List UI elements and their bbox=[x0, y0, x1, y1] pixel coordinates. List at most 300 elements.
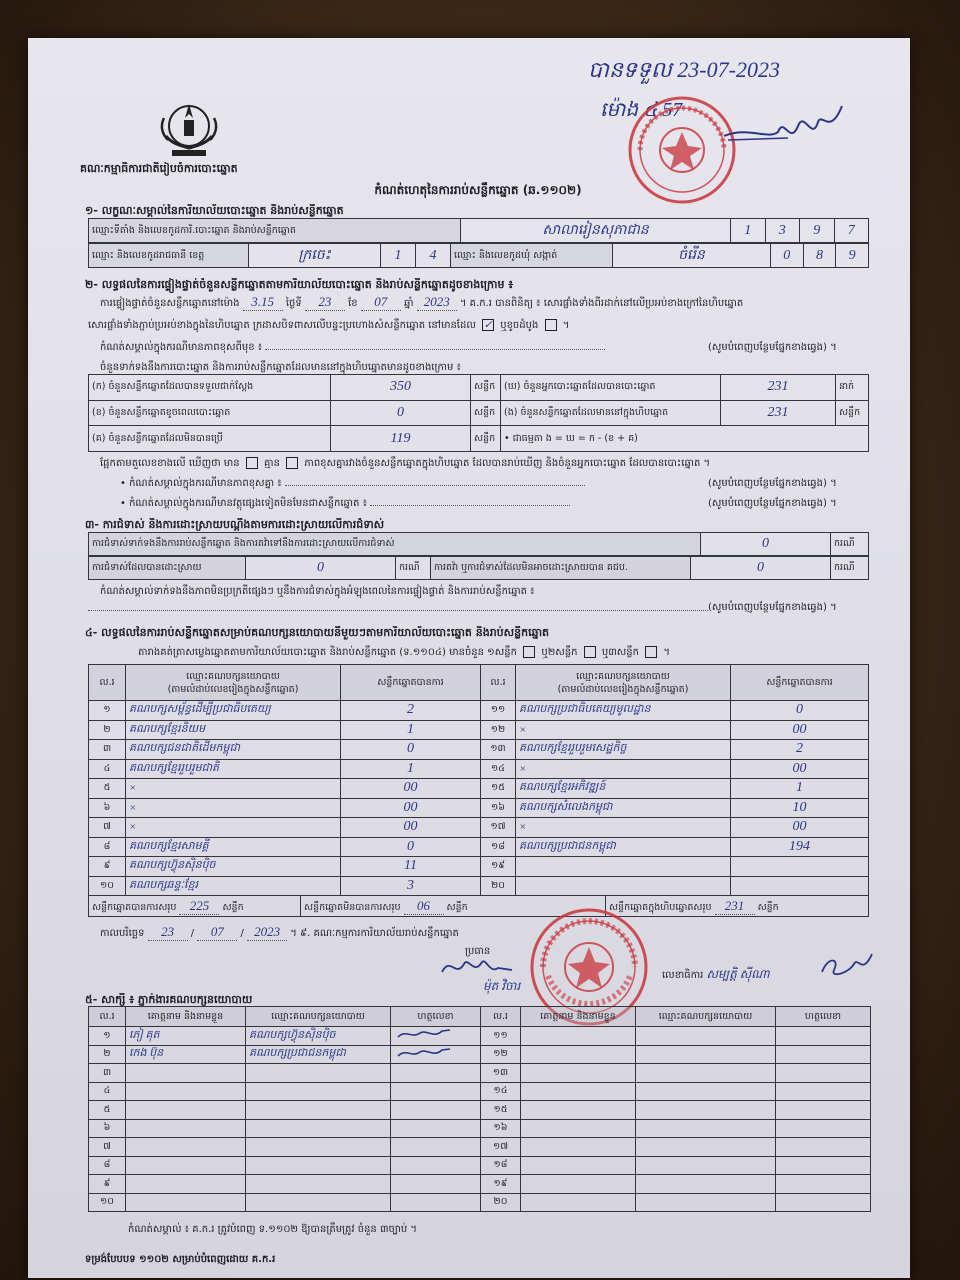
province-label: ឈ្មោះ និងលេខកូដរាជធានី ខេត្ត bbox=[89, 244, 249, 268]
valid-votes: 00 bbox=[731, 720, 869, 740]
station-label: ឈ្មោះទីតាំង និងលេខកូដការិ.បោះឆ្នោត និងរាប់សន្លឹកឆ្នោត bbox=[89, 219, 461, 243]
counting-committee-label: ៩. គណៈកម្មការការិយាល័យរាប់សន្លឹកឆ្នោត bbox=[300, 928, 459, 939]
row-number: ១ bbox=[89, 1027, 126, 1046]
witness-name bbox=[521, 1064, 636, 1083]
total-invalid-label: សន្លឹកឆ្នោតមិនបានការសរុប bbox=[304, 901, 401, 913]
witness-signature bbox=[391, 1175, 481, 1194]
valid-votes: 3 bbox=[341, 876, 481, 896]
col-party-subtitle: (តាមលំដាប់លេខរៀងក្នុងសន្លឹកឆ្នោត) bbox=[557, 683, 689, 695]
party-name: គណបក្សជនជាតិដើមកម្ពុជា bbox=[126, 740, 341, 760]
valid-votes: 11 bbox=[341, 857, 481, 877]
unit-label: សន្លឹក bbox=[471, 426, 501, 452]
col-votes-header: សន្លឹកឆ្នោតបានការ bbox=[341, 665, 481, 701]
row-number: ១៧ bbox=[481, 1138, 521, 1157]
party-name: × bbox=[126, 798, 341, 818]
witness-name bbox=[521, 1193, 636, 1212]
col-no-header: ល.រ bbox=[89, 665, 126, 701]
witness-signature bbox=[391, 1138, 481, 1157]
national-emblem-icon bbox=[158, 96, 220, 160]
total-valid-cell bbox=[89, 896, 301, 917]
province-name: ក្រចេះ bbox=[249, 244, 381, 268]
check-month: 07 bbox=[361, 294, 401, 311]
row-number: ១៥ bbox=[481, 1101, 521, 1120]
row-number: ៨ bbox=[89, 837, 126, 857]
three-sheets-label: ឬ៣សន្លឹក bbox=[601, 647, 639, 658]
spoiled-ballots-value: 0 bbox=[331, 400, 471, 426]
result-row bbox=[89, 759, 869, 779]
difference-no-checkbox bbox=[286, 457, 298, 469]
year-label: ឆ្នាំ bbox=[403, 298, 414, 309]
witness-party bbox=[636, 1175, 776, 1194]
row-number: ១៦ bbox=[481, 798, 516, 818]
difference-intro: ផ្អែកតាមតួលេខខាងលើ ឃើញថា មាន bbox=[100, 458, 240, 469]
witness-row bbox=[89, 1193, 871, 1212]
row-number: ១៨ bbox=[481, 837, 516, 857]
party-name: គណបក្សហ៊្វុនស៊ិនប៉ិច bbox=[126, 857, 341, 877]
tally-sheet-text: តារាងគត់ត្រាសម្លេងឆ្នោតតាមការិយាល័យបោះឆ្នោត និងរាប់សន្លឹកឆ្នោត (ទ.១១០៤) មានចំនួន ១សន្លឹក bbox=[138, 647, 517, 658]
bullet-difference-label: • កំណត់សម្គាល់ក្នុងករណីមានភាពខុសគ្នា ៖ bbox=[120, 478, 282, 489]
valid-votes: 2 bbox=[341, 701, 481, 721]
bullet-difference bbox=[120, 476, 700, 491]
witness-signature bbox=[391, 1193, 481, 1212]
row-number: ១០ bbox=[89, 1193, 126, 1212]
complaints-resolution-table bbox=[88, 556, 869, 580]
check-day: 23 bbox=[305, 294, 345, 311]
footer-note: កំណត់សម្គាល់ ៖ គ.ក.រ ត្រូវបំពេញ ទ.១១០២ ឱ្យបានត្រឹមត្រូវ ចំនួន ៣ច្បាប់ ។ bbox=[128, 1224, 417, 1235]
witness-signature bbox=[391, 1101, 481, 1120]
witness-name bbox=[521, 1138, 636, 1157]
committee-name: គណៈកម្មាធិការជាតិរៀបចំការបោះឆ្នោត bbox=[80, 162, 238, 175]
witness-signature bbox=[391, 1045, 481, 1064]
date-year: 2023 bbox=[247, 924, 287, 941]
witness-signature bbox=[776, 1193, 871, 1212]
witness-party bbox=[636, 1045, 776, 1064]
station-table bbox=[88, 218, 869, 243]
col-party-title: ឈ្មោះគណបក្សនយោបាយ bbox=[576, 670, 670, 682]
total-valid-label: សន្លឹកឆ្នោតបានការសរុប bbox=[92, 901, 177, 913]
complaints-table bbox=[88, 532, 869, 556]
result-row bbox=[89, 837, 869, 857]
note-label: កំណត់សម្គាល់ក្នុងករណីមានភាពខុសពីមុខ ៖ bbox=[100, 342, 263, 353]
commune-code-digit: 8 bbox=[803, 244, 836, 268]
party-name: × bbox=[126, 818, 341, 838]
unit-label: សន្លឹក bbox=[222, 901, 244, 913]
party-name: គណបក្សសម្ព័ន្ធដើម្បីប្រជាធិបតេយ្យ bbox=[126, 701, 341, 721]
commune-code-digit: 9 bbox=[836, 244, 869, 268]
unit-label: ករណី bbox=[396, 557, 431, 580]
secretary-label: លេខាធិការ bbox=[662, 970, 704, 981]
row-number: ១១ bbox=[481, 1027, 521, 1046]
witness-party bbox=[636, 1027, 776, 1046]
two-sheets-label: ឬ២សន្លឹក bbox=[541, 647, 578, 658]
row-number: ១៣ bbox=[481, 1064, 521, 1083]
unit-label: សន្លឹក bbox=[757, 901, 779, 913]
witness-name bbox=[126, 1119, 246, 1138]
row-number: ៦ bbox=[89, 1119, 126, 1138]
witness-signature bbox=[776, 1138, 871, 1157]
party-name: គណបក្សប្រជាជនកម្ពុជា bbox=[516, 837, 731, 857]
row-number: ៤ bbox=[89, 759, 126, 779]
location-row bbox=[89, 244, 869, 268]
witness-row bbox=[89, 1045, 871, 1064]
bullet-difference-blank bbox=[285, 485, 585, 486]
witness-name bbox=[126, 1156, 246, 1175]
result-row bbox=[89, 779, 869, 799]
totals-row bbox=[89, 896, 869, 917]
total-valid-value: 225 bbox=[179, 898, 219, 915]
witness-signature bbox=[776, 1119, 871, 1138]
row-number: ៥ bbox=[89, 779, 126, 799]
result-row bbox=[89, 818, 869, 838]
valid-votes: 00 bbox=[731, 759, 869, 779]
unit-label: ករណី bbox=[831, 557, 869, 580]
result-row bbox=[89, 798, 869, 818]
check-time-line bbox=[100, 294, 880, 311]
witness-name bbox=[521, 1082, 636, 1101]
voters-label: (ឃ) ចំនួនអ្នកបោះឆ្នោតដែលបានបោះឆ្នោត bbox=[501, 375, 721, 401]
three-sheets-checkbox bbox=[645, 646, 657, 658]
party-name: គណបក្សខ្មែរនិយម bbox=[126, 720, 341, 740]
location-table bbox=[88, 243, 869, 268]
received-note: បានទទួល 23-07-2023 bbox=[588, 57, 780, 82]
resolved-value: 0 bbox=[246, 557, 396, 580]
party-name: គណបក្សខ្មែរសាមគ្គី bbox=[126, 837, 341, 857]
valid-votes: 00 bbox=[341, 798, 481, 818]
seal-text: សោរផ្លាំងទាំងភ្ជាប់ប្រអប់ខាងក្នុងនៃហិបឆ្នោត ក្រដាសបិទពាសលើបន្ទះប្រហោងសំសន្លឹកឆ្នោត នៅមានដែល bbox=[88, 320, 476, 331]
witness-name bbox=[521, 1156, 636, 1175]
tally-sheet-end: ។ bbox=[663, 647, 670, 658]
result-row bbox=[89, 740, 869, 760]
section1-heading: ១- លក្ខណៈសម្គាល់នៃការិយាល័យបោះឆ្នោត និងរាប់សន្លឹកឆ្នោត bbox=[85, 204, 344, 217]
station-code-digit: 3 bbox=[765, 219, 800, 243]
day-label: ថ្ងៃទី bbox=[285, 298, 302, 309]
seal-line bbox=[88, 318, 878, 333]
witness-row bbox=[89, 1064, 871, 1083]
date-label: កាលបរិច្ឆេទ bbox=[100, 928, 145, 939]
witness-signature bbox=[391, 1027, 481, 1046]
valid-votes bbox=[731, 876, 869, 896]
check-year: 2023 bbox=[417, 294, 457, 311]
row-number: ២ bbox=[89, 1045, 126, 1064]
witness-name bbox=[126, 1082, 246, 1101]
received-ballots-label: (ក) ចំនួនសន្លឹកឆ្នោតដែលបានទទួលជាក់ស្តែង bbox=[89, 375, 331, 401]
valid-votes: 10 bbox=[731, 798, 869, 818]
check-time: 3.15 bbox=[243, 294, 283, 311]
unresolved-label: ការតវ៉ា ឬការជំទាស់ដែលមិនអាចដោះស្រាយបាន គជប. bbox=[431, 557, 691, 580]
counts-row bbox=[89, 426, 869, 452]
row-number: ២០ bbox=[481, 1193, 521, 1212]
unit-label: ករណី bbox=[831, 533, 869, 556]
irregularities-blank bbox=[88, 610, 708, 611]
unit-label: សន្លឹក bbox=[836, 400, 869, 426]
witness-signature bbox=[776, 1045, 871, 1064]
bullet-other-label: • កំណត់សម្គាល់ក្នុងករណីមានវត្ថុផ្សេងទៀតមិនមែនជាសន្លឹកឆ្នោត ៖ bbox=[120, 498, 367, 509]
col-sign-header: ហត្ថលេខា bbox=[391, 1007, 481, 1027]
witness-party bbox=[246, 1156, 391, 1175]
valid-votes: 00 bbox=[341, 779, 481, 799]
seal-broken-label: ឬខូចដំបូង bbox=[500, 320, 539, 331]
col-sign-header: ហត្ថលេខា bbox=[776, 1007, 871, 1027]
unit-label: នាក់ bbox=[836, 375, 869, 401]
unit-label: សន្លឹក bbox=[471, 375, 501, 401]
row-number: ២០ bbox=[481, 876, 516, 896]
unit-label: សន្លឹក bbox=[471, 400, 501, 426]
witness-party bbox=[636, 1193, 776, 1212]
party-name: គណបក្សប្រជាធិបតេយ្យមូលដ្ឋាន bbox=[516, 701, 731, 721]
witness-party: គណបក្សប្រជាជនកម្ពុជា bbox=[246, 1045, 391, 1064]
result-row bbox=[89, 720, 869, 740]
total-box-value: 231 bbox=[715, 898, 755, 915]
formula-note: • ជាធម្មតា ង = ឃ = ក - (ខ + គ) bbox=[501, 426, 869, 452]
irregularities-hint: (សូមបំពេញបន្ថែមផ្នែកខាងឆ្វេង) ។ bbox=[708, 602, 837, 613]
station-name: សាលារៀនសុភាជាន bbox=[461, 219, 731, 243]
row-number: ១៩ bbox=[481, 857, 516, 877]
row-number: ៩ bbox=[89, 1175, 126, 1194]
witness-row bbox=[89, 1101, 871, 1120]
witness-party bbox=[246, 1138, 391, 1157]
bullet-difference-hint: (សូមបំពេញបន្ថែមផ្នែកខាងឆ្វេង) ។ bbox=[708, 478, 837, 489]
witness-name bbox=[521, 1045, 636, 1064]
witness-signature bbox=[391, 1082, 481, 1101]
chair-name: ម៉ុត វិចារ bbox=[483, 979, 521, 993]
witness-party: គណបក្សហ៊្វុនស៊ិនប៉ិច bbox=[246, 1027, 391, 1046]
witness-party bbox=[246, 1119, 391, 1138]
row-number: ១២ bbox=[481, 1045, 521, 1064]
valid-votes: 1 bbox=[341, 720, 481, 740]
col-party-header bbox=[516, 665, 731, 701]
station-code-digit: 1 bbox=[731, 219, 766, 243]
note-line bbox=[100, 340, 700, 355]
resolved-label: ការជំទាស់ដែលបានដោះស្រាយ bbox=[89, 557, 246, 580]
valid-votes bbox=[731, 857, 869, 877]
witness-name bbox=[521, 1027, 636, 1046]
row-number: ១៧ bbox=[481, 818, 516, 838]
section2-heading: ២- លទ្ធផលនៃការផ្ទៀងផ្ទាត់ចំនួនសន្លឹកឆ្នោតតាមការិយាល័យបោះឆ្នោត និងរាប់សន្លឹកឆ្នោតដូចខាងក្រោម ៖ bbox=[85, 278, 514, 291]
unused-ballots-label: (គ) ចំនួនសន្លឹកឆ្នោតដែលមិនបានប្រើ bbox=[89, 426, 331, 452]
province-code-digit: 1 bbox=[381, 244, 416, 268]
row-number: ១៤ bbox=[481, 759, 516, 779]
difference-yes-checkbox bbox=[246, 457, 258, 469]
check-tail: ។ គ.ក.រ បានពិនិត្យ ៖ សោរផ្លាំងទាំងពីរដាក់នៅលើប្រអប់ខាងក្រៅនៃហិបឆ្នោត bbox=[459, 298, 744, 309]
col-name-header: គោត្តនាម និងនាមខ្លួន bbox=[521, 1007, 636, 1027]
witness-name bbox=[521, 1119, 636, 1138]
witness-name bbox=[126, 1175, 246, 1194]
witness-name bbox=[126, 1101, 246, 1120]
witness-table bbox=[88, 1006, 871, 1212]
result-row bbox=[89, 857, 869, 877]
unused-ballots-value: 119 bbox=[331, 426, 471, 452]
date-day: 23 bbox=[148, 924, 188, 941]
witness-party bbox=[246, 1064, 391, 1083]
witness-signature bbox=[776, 1082, 871, 1101]
result-row bbox=[89, 701, 869, 721]
difference-tail: ភាពខុសគ្នារវាងចំនួនសន្លឹកឆ្នោតក្នុងហិបឆ្នោត ដែលបានរាប់ឃើញ និងចំនួនអ្នកបោះឆ្នោត ដែលបានបោះឆ្នោត ។ bbox=[304, 458, 711, 469]
witness-name bbox=[521, 1101, 636, 1120]
seal-end: ។ bbox=[562, 320, 570, 331]
tally-sheet-line bbox=[138, 645, 878, 660]
totals-table bbox=[88, 895, 869, 917]
row-number: ៣ bbox=[89, 740, 126, 760]
valid-votes: 0 bbox=[341, 837, 481, 857]
row-number: ១៣ bbox=[481, 740, 516, 760]
two-sheets-checkbox bbox=[584, 646, 596, 658]
witness-signature bbox=[391, 1064, 481, 1083]
party-name: × bbox=[516, 720, 731, 740]
counts-row bbox=[89, 400, 869, 426]
row-number: ១០ bbox=[89, 876, 126, 896]
results-table bbox=[88, 664, 869, 896]
unresolved-value: 0 bbox=[691, 557, 831, 580]
witness-header-row bbox=[89, 1007, 871, 1027]
witness-row bbox=[89, 1119, 871, 1138]
form-title: កំណត់ហេតុនៃការរាប់សន្លឹកឆ្នោត (ឆ.១១០២) bbox=[374, 183, 582, 197]
witness-party bbox=[636, 1156, 776, 1175]
witness-row bbox=[89, 1027, 871, 1046]
witness-party bbox=[246, 1175, 391, 1194]
bullet-other bbox=[120, 496, 700, 511]
party-name bbox=[516, 857, 731, 877]
section3-heading: ៣- ការជំទាស់ និងការដោះស្រាយបណ្តឹងតាមការដោះស្រាយលើការជំទាស់ bbox=[85, 518, 385, 531]
party-name: × bbox=[516, 759, 731, 779]
difference-line bbox=[100, 456, 890, 471]
station-code-digit: 7 bbox=[834, 219, 869, 243]
signature-mark bbox=[718, 96, 848, 152]
witness-name bbox=[126, 1064, 246, 1083]
complaints-row bbox=[89, 533, 869, 556]
election-form-sheet bbox=[28, 38, 910, 1278]
row-number: ១៩ bbox=[481, 1175, 521, 1194]
witness-name bbox=[126, 1138, 246, 1157]
total-invalid-value: 06 bbox=[404, 898, 444, 915]
station-code-digit: 9 bbox=[800, 219, 835, 243]
valid-votes: 2 bbox=[731, 740, 869, 760]
one-sheet-checkbox bbox=[523, 646, 535, 658]
bullet-other-hint: (សូមបំពេញបន្ថែមផ្នែកខាងឆ្វេង) ។ bbox=[708, 498, 837, 509]
signature-mark bbox=[394, 1027, 454, 1041]
row-number: ៣ bbox=[89, 1064, 126, 1083]
ballots-in-box-value: 231 bbox=[721, 400, 836, 426]
valid-votes: 00 bbox=[731, 818, 869, 838]
seal-broken-checkbox bbox=[545, 319, 557, 331]
check-intro: ការផ្ទៀងផ្ទាត់ចំនួនសន្លឹកឆ្នោតនៅម៉ោង bbox=[100, 298, 240, 309]
party-name: × bbox=[126, 779, 341, 799]
col-party-title: ឈ្មោះគណបក្សនយោបាយ bbox=[186, 670, 280, 682]
counts-table bbox=[88, 374, 869, 452]
secretary-name: សម្បត្តិ ស៊ីណា bbox=[706, 967, 770, 981]
witness-row bbox=[89, 1156, 871, 1175]
station-row bbox=[89, 219, 869, 243]
witness-signature bbox=[391, 1119, 481, 1138]
witness-row bbox=[89, 1138, 871, 1157]
party-name: គណបក្សខ្មែរអភិវឌ្ឍន៍ bbox=[516, 779, 731, 799]
received-time-note: ម៉ោង ៤ 57 bbox=[600, 99, 683, 121]
col-no-header: ល.រ bbox=[89, 1007, 126, 1027]
witness-name: កេង ប៊ុន bbox=[126, 1045, 246, 1064]
date-month: 07 bbox=[197, 924, 237, 941]
col-party-header: ឈ្មោះគណបក្សនយោបាយ bbox=[246, 1007, 391, 1027]
witness-name bbox=[521, 1175, 636, 1194]
row-number: ១៤ bbox=[481, 1082, 521, 1101]
seal-intact-checkbox: ✓ bbox=[483, 319, 493, 331]
row-number: ២ bbox=[89, 720, 126, 740]
received-ballots-value: 350 bbox=[331, 375, 471, 401]
valid-votes: 194 bbox=[731, 837, 869, 857]
witness-signature bbox=[776, 1175, 871, 1194]
row-number: ៥ bbox=[89, 1101, 126, 1120]
col-party-header bbox=[126, 665, 341, 701]
row-number: ១២ bbox=[481, 720, 516, 740]
bullet-other-blank bbox=[370, 505, 570, 506]
witness-body bbox=[89, 1027, 871, 1212]
voters-value: 231 bbox=[721, 375, 836, 401]
witness-name bbox=[126, 1193, 246, 1212]
witness-signature bbox=[391, 1156, 481, 1175]
col-no-header: ល.រ bbox=[481, 1007, 521, 1027]
witness-signature bbox=[776, 1064, 871, 1083]
valid-votes: 0 bbox=[731, 701, 869, 721]
row-number: ៦ bbox=[89, 798, 126, 818]
valid-votes: 1 bbox=[731, 779, 869, 799]
result-row bbox=[89, 876, 869, 896]
section5-heading: ៥- សាក្សី ៖ ភ្នាក់ងារគណបក្សនយោបាយ bbox=[85, 993, 253, 1006]
valid-votes: 0 bbox=[341, 740, 481, 760]
complaints-resolution-row bbox=[89, 557, 869, 580]
witness-party bbox=[636, 1064, 776, 1083]
commune-code-digit: 0 bbox=[771, 244, 804, 268]
party-name bbox=[516, 876, 731, 896]
valid-votes: 00 bbox=[341, 818, 481, 838]
party-name: គណបក្សសំលេងកម្ពុជា bbox=[516, 798, 731, 818]
witness-party bbox=[636, 1119, 776, 1138]
results-header-row bbox=[89, 665, 869, 701]
valid-votes: 1 bbox=[341, 759, 481, 779]
col-votes-header: សន្លឹកឆ្នោតបានការ bbox=[731, 665, 869, 701]
party-name: × bbox=[516, 818, 731, 838]
witness-name: ភៀ គុត bbox=[126, 1027, 246, 1046]
row-number: ៤ bbox=[89, 1082, 126, 1101]
party-name: គណបក្សឆន្ទៈខ្មែរ bbox=[126, 876, 341, 896]
commune-name: ចំរើន bbox=[613, 244, 771, 268]
section4-heading: ៤- លទ្ធផលនៃការរាប់សន្លឹកឆ្នោតសម្រាប់គណបក្សនយោបាយនីមួយៗតាមការិយាល័យបោះឆ្នោត និងរាប់សន្លឹកឆ្នោត bbox=[85, 626, 550, 639]
counts-intro: ចំនួនទាក់ទងនឹងការបោះឆ្នោត និងការរាប់សន្លឹកឆ្នោតដែលមាននៅក្នុងហិបឆ្នោតមានដូចខាងក្រោម ៖ bbox=[100, 362, 461, 373]
witness-party bbox=[246, 1101, 391, 1120]
witness-party bbox=[246, 1193, 391, 1212]
row-number: ១៥ bbox=[481, 779, 516, 799]
row-number: ១៨ bbox=[481, 1156, 521, 1175]
row-number: ៩ bbox=[89, 857, 126, 877]
row-number: ៧ bbox=[89, 818, 126, 838]
date-line: កាលបរិច្ឆេទ 23 / 07 / 2023 ។ ៩. គណៈកម្មការការិយាល័យរាប់សន្លឹកឆ្នោត bbox=[100, 924, 459, 939]
commune-label: ឈ្មោះ និងលេខកូដឃុំ សង្កាត់ bbox=[451, 244, 613, 268]
col-party-header: ឈ្មោះគណបក្សនយោបាយ bbox=[636, 1007, 776, 1027]
witness-row bbox=[89, 1175, 871, 1194]
complaints-label: ការជំទាស់ទាក់ទងនឹងការរាប់សន្លឹកឆ្នោត និងការតវ៉ាទៅនឹងការដោះស្រាយលើការជំទាស់ bbox=[89, 533, 701, 556]
witness-party bbox=[636, 1138, 776, 1157]
counts-row bbox=[89, 375, 869, 401]
party-name: គណបក្សខ្មែររួបរួមសេដ្ឋកិច្ច bbox=[516, 740, 731, 760]
row-number: ១១ bbox=[481, 701, 516, 721]
irregularities-note: កំណត់សម្គាល់ទាក់ទងនឹងភាពមិនប្រក្រតីផ្សេងៗ ឬនឹងការជំទាស់ក្នុងអំឡុងពេលនៃការផ្ទៀងផ្ទាត់ និងការរាប់សន្លឹកឆ្នោត ៖ bbox=[100, 586, 535, 597]
chair-label: ប្រធាន bbox=[465, 946, 491, 957]
party-name: គណបក្សខ្មែររួបរួមជាតិ bbox=[126, 759, 341, 779]
witness-row bbox=[89, 1082, 871, 1101]
witness-party bbox=[246, 1082, 391, 1101]
month-label: ខែ bbox=[348, 298, 358, 309]
row-number: ៨ bbox=[89, 1156, 126, 1175]
complaints-value: 0 bbox=[701, 533, 831, 556]
results-body bbox=[89, 701, 869, 896]
ballots-in-box-label: (ង) ចំនួនសន្លឹកឆ្នោតដែលមាននៅក្នុងហិបឆ្នោត bbox=[501, 400, 721, 426]
